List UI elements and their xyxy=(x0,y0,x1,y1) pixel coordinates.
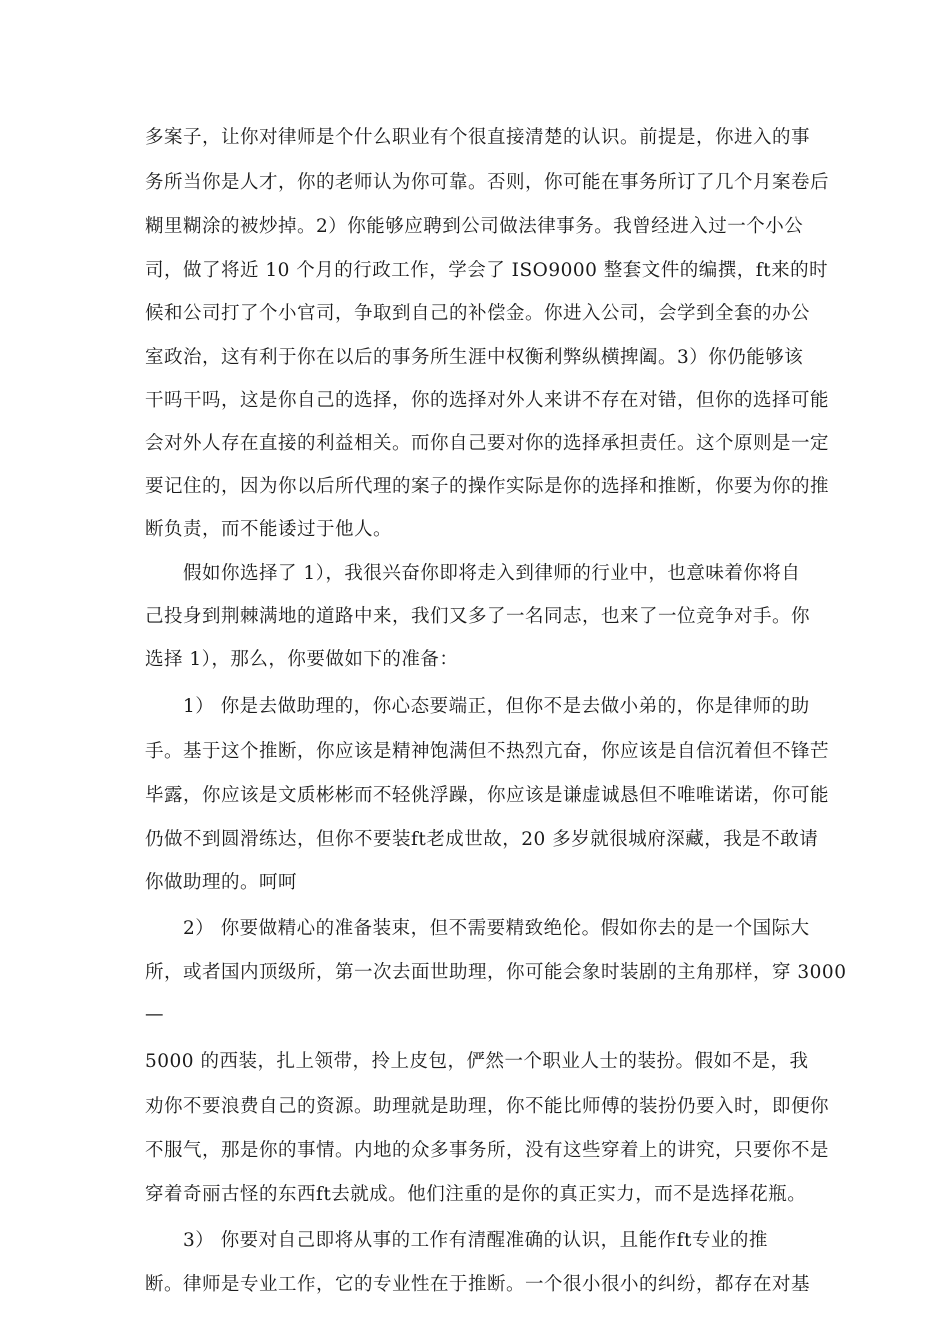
list-item-2: 2） 你要做精心的准备装束，但不需要精致绝伦。假如你去的是一个国际大 xyxy=(183,918,810,939)
text-line: 要记住的，因为你以后所代理的案子的操作实际是你的选择和推断，你要为你的推 xyxy=(145,476,830,497)
text-line: 毕露，你应该是文质彬彬而不轻佻浮躁，你应该是谦虚诚恳但不唯唯诺诺，你可能 xyxy=(145,785,830,806)
list-item-1: 1） 你是去做助理的，你心态要端正，但你不是去做小弟的，你是律师的助 xyxy=(183,696,810,717)
text-line: 断。律师是专业工作，它的专业性在于推断。一个很小很小的纠纷，都存在对基 xyxy=(145,1274,811,1295)
text-line: 断负责，而不能诿过于他人。 xyxy=(145,519,393,540)
text-line: 多案子，让你对律师是个什么职业有个很直接清楚的认识。前提是，你进入的事 xyxy=(145,127,811,148)
paragraph-start: 假如你选择了 1），我很兴奋你即将走入到律师的行业中，也意味着你将自 xyxy=(183,563,801,584)
text-line: 会对外人存在直接的利益相关。而你自己要对你的选择承担责任。这个原则是一定 xyxy=(145,433,830,454)
text-line: 糊里糊涂的被炒掉。2）你能够应聘到公司做法律事务。我曾经进入过一个小公 xyxy=(145,216,804,237)
text-line: 劝你不要浪费自己的资源。助理就是助理，你不能比师傅的装扮仍要入时，即便你 xyxy=(145,1096,830,1117)
text-line: — xyxy=(145,1004,164,1025)
text-line: 选择 1），那么，你要做如下的准备： xyxy=(145,649,459,670)
text-line: 候和公司打了个小官司，争取到自己的补偿金。你进入公司，会学到全套的办公 xyxy=(145,303,811,324)
text-line: 仍做不到圆滑练达，但你不要装ft老成世故，20 多岁就很城府深藏，我是不敢请 xyxy=(145,829,819,850)
text-line: 司，做了将近 10 个月的行政工作，学会了 ISO9000 整套文件的编撰，ft来的时 xyxy=(145,260,829,281)
text-line: 干吗干吗，这是你自己的选择，你的选择对外人来讲不存在对错，但你的选择可能 xyxy=(145,390,830,411)
list-item-3: 3） 你要对自己即将从事的工作有清醒准确的认识，且能作ft专业的推 xyxy=(183,1230,768,1251)
text-line: 穿着奇丽古怪的东西ft去就成。他们注重的是你的真正实力，而不是选择花瓶。 xyxy=(145,1184,807,1205)
text-line: 不服气，那是你的事情。内地的众多事务所，没有这些穿着上的讲究，只要你不是 xyxy=(145,1140,830,1161)
text-line: 室政治，这有利于你在以后的事务所生涯中权衡利弊纵横捭阖。3）你仍能够该 xyxy=(145,347,804,368)
text-line: 5000 的西装，扎上领带，拎上皮包，俨然一个职业人士的装扮。假如不是，我 xyxy=(145,1051,809,1072)
text-line: 所，或者国内顶级所，第一次去面世助理，你可能会象时装剧的主角那样，穿 3000 xyxy=(145,962,847,983)
text-line: 你做助理的。呵呵 xyxy=(145,872,298,893)
text-line: 己投身到荆棘满地的道路中来，我们又多了一名同志，也来了一位竞争对手。你 xyxy=(145,606,811,627)
text-line: 务所当你是人才，你的老师认为你可靠。否则，你可能在事务所订了几个月案卷后 xyxy=(145,172,830,193)
text-line: 手。基于这个推断，你应该是精神饱满但不热烈亢奋，你应该是自信沉着但不锋芒 xyxy=(145,741,830,762)
